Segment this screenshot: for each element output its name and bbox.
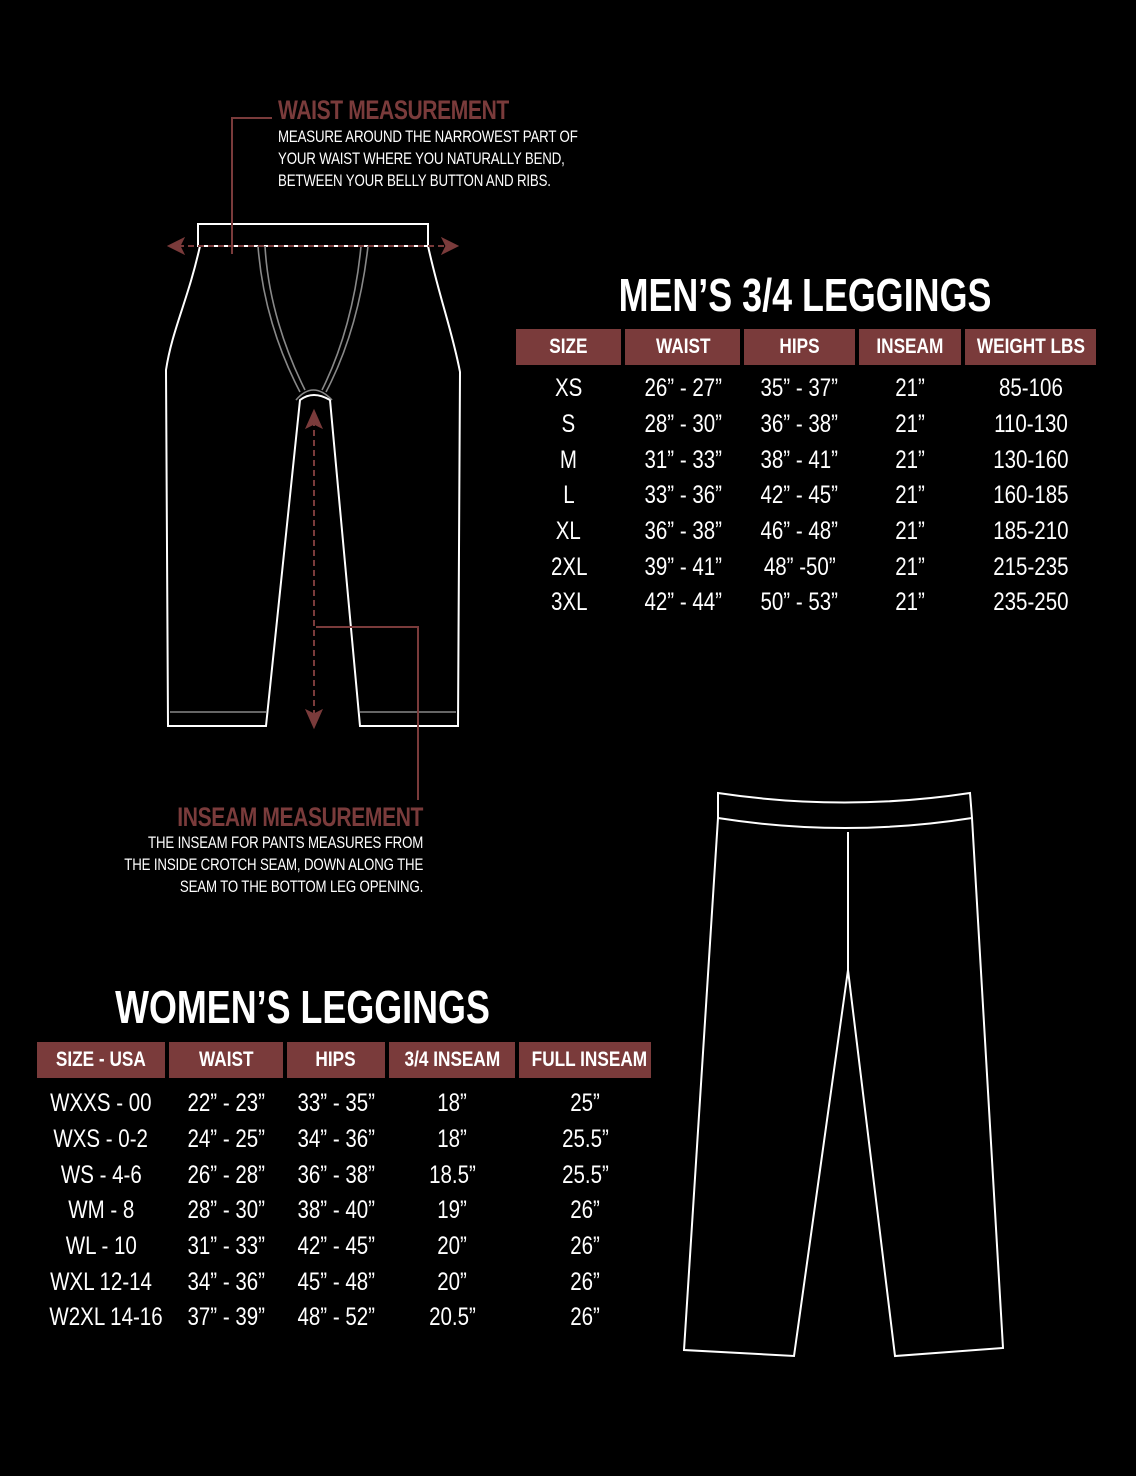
table-row	[37, 1229, 651, 1265]
table-cell: 18”	[437, 1089, 467, 1118]
table-cell: 185-210	[992, 517, 1069, 546]
table-cell: 33” - 35”	[297, 1089, 375, 1118]
table-row	[516, 549, 1096, 585]
table-cell: 26”	[570, 1232, 600, 1261]
table-cell: 45” - 48”	[297, 1267, 375, 1296]
table-cell: 25.5”	[561, 1160, 609, 1189]
table-cell: 20”	[437, 1232, 467, 1261]
table-cell: 48” -50”	[763, 552, 836, 581]
inseam-measurement-heading: INSEAM MEASUREMENT	[177, 802, 423, 832]
table-cell: 38” - 41”	[760, 445, 839, 474]
table-cell: 21”	[895, 517, 925, 546]
mens-size-table	[512, 329, 1100, 621]
table-row	[37, 1078, 651, 1122]
table-cell: XL	[556, 517, 582, 546]
table-cell: 26” - 28”	[187, 1160, 265, 1189]
womens-legging-drawing	[684, 793, 1003, 1356]
table-cell: 21”	[895, 445, 925, 474]
table-cell: 26”	[570, 1196, 600, 1225]
table-cell: WXXS - 00	[50, 1089, 152, 1118]
table-cell: 215-235	[992, 552, 1069, 581]
mens-chart-title: MEN’S 3/4 LEGGINGS	[618, 269, 992, 321]
table-cell: 46” - 48”	[760, 517, 839, 546]
table-cell: 25”	[570, 1089, 600, 1118]
table-cell: 28” - 30”	[187, 1196, 265, 1225]
table-cell: 22” - 23”	[187, 1089, 265, 1118]
table-cell: 85-106	[998, 374, 1063, 403]
table-row	[516, 585, 1096, 621]
waist-text-line: MEASURE AROUND THE NARROWEST PART OF	[278, 127, 578, 146]
table-cell: 160-185	[992, 481, 1069, 510]
table-cell: 50” - 53”	[760, 588, 839, 617]
table-cell: 26”	[570, 1267, 600, 1296]
table-cell: 34” - 36”	[297, 1125, 375, 1154]
womens-size-table	[33, 1042, 655, 1336]
womens-header-cell: HIPS	[287, 1042, 385, 1078]
inseam-text-line: THE INSEAM FOR PANTS MEASURES FROM	[147, 833, 423, 852]
table-cell: 35” - 37”	[760, 374, 839, 403]
table-row	[516, 478, 1096, 514]
table-row	[37, 1122, 651, 1158]
table-cell: XS	[555, 374, 583, 403]
table-cell: 36” - 38”	[644, 517, 722, 546]
inseam-measurement-text	[124, 832, 423, 898]
table-cell: 21”	[895, 410, 925, 439]
table-cell: 37” - 39”	[187, 1303, 265, 1332]
inseam-text-line: SEAM TO THE BOTTOM LEG OPENING.	[179, 877, 423, 896]
womens-header-cell: 3/4 INSEAM	[389, 1042, 515, 1078]
table-cell: 42” - 45”	[760, 481, 839, 510]
table-cell: 20.5”	[428, 1303, 476, 1332]
mens-header-cell: INSEAM	[859, 329, 961, 365]
table-cell: 130-160	[992, 445, 1069, 474]
table-cell: M	[560, 445, 578, 474]
table-cell: 110-130	[993, 410, 1068, 439]
waist-measurement-text	[278, 126, 578, 192]
table-row	[516, 365, 1096, 407]
table-cell: 3XL	[550, 588, 587, 617]
table-cell: 2XL	[550, 552, 587, 581]
table-cell: 24” - 25”	[187, 1125, 265, 1154]
inseam-text-line: THE INSIDE CROTCH SEAM, DOWN ALONG THE	[124, 855, 423, 874]
womens-header-cell: WAIST	[169, 1042, 283, 1078]
table-cell: 21”	[895, 552, 925, 581]
table-cell: 18.5”	[428, 1160, 476, 1189]
mens-header-cell: WEIGHT LBS	[965, 329, 1096, 365]
table-cell: 21”	[895, 374, 925, 403]
mens-header-cell: SIZE	[516, 329, 621, 365]
mens-header-row	[516, 329, 1096, 365]
table-row	[516, 514, 1096, 550]
table-cell: 235-250	[992, 588, 1069, 617]
table-row	[37, 1157, 651, 1193]
table-cell: 36” - 38”	[297, 1160, 375, 1189]
table-cell: 42” - 45”	[297, 1232, 375, 1261]
table-cell: 20”	[437, 1267, 467, 1296]
mens-header-cell: HIPS	[744, 329, 855, 365]
table-cell: WL - 10	[65, 1232, 137, 1261]
waist-text-line: BETWEEN YOUR BELLY BUTTON AND RIBS.	[278, 171, 551, 190]
womens-header-cell: FULL INSEAM	[519, 1042, 651, 1078]
table-cell: S	[561, 410, 576, 439]
table-cell: 31” - 33”	[644, 445, 722, 474]
table-cell: 31” - 33”	[187, 1232, 265, 1261]
table-cell: W2XL 14-16	[49, 1303, 163, 1332]
table-cell: WM - 8	[67, 1196, 135, 1225]
table-cell: WXS - 0-2	[53, 1125, 149, 1154]
table-cell: 42” - 44”	[644, 588, 722, 617]
table-cell: WXL 12-14	[50, 1267, 152, 1296]
table-cell: 18”	[437, 1125, 467, 1154]
womens-chart-title: WOMEN’S LEGGINGS	[115, 981, 490, 1033]
table-cell: 26”	[570, 1303, 600, 1332]
table-cell: 48” - 52”	[297, 1303, 375, 1332]
mens-header-cell: WAIST	[625, 329, 740, 365]
waist-measurement-heading: WAIST MEASUREMENT	[278, 95, 509, 125]
table-row	[37, 1193, 651, 1229]
inseam-arrow	[306, 410, 418, 800]
table-cell: 21”	[895, 588, 925, 617]
womens-header-row	[37, 1042, 651, 1078]
womens-header-cell: SIZE - USA	[37, 1042, 165, 1078]
table-cell: 28” - 30”	[644, 410, 722, 439]
table-cell: WS - 4-6	[60, 1160, 142, 1189]
table-cell: 19”	[437, 1196, 467, 1225]
table-row	[37, 1300, 651, 1336]
table-cell: 38” - 40”	[297, 1196, 375, 1225]
table-cell: 36” - 38”	[760, 410, 839, 439]
table-cell: 34” - 36”	[187, 1267, 265, 1296]
table-cell: 21”	[895, 481, 925, 510]
table-row	[37, 1264, 651, 1300]
table-row	[516, 442, 1096, 478]
table-cell: L	[563, 481, 575, 510]
table-cell: 25.5”	[561, 1125, 609, 1154]
table-cell: 33” - 36”	[644, 481, 722, 510]
table-cell: 39” - 41”	[644, 552, 722, 581]
waist-text-line: YOUR WAIST WHERE YOU NATURALLY BEND,	[278, 149, 565, 168]
table-cell: 26” - 27”	[644, 374, 722, 403]
table-row	[516, 407, 1096, 443]
